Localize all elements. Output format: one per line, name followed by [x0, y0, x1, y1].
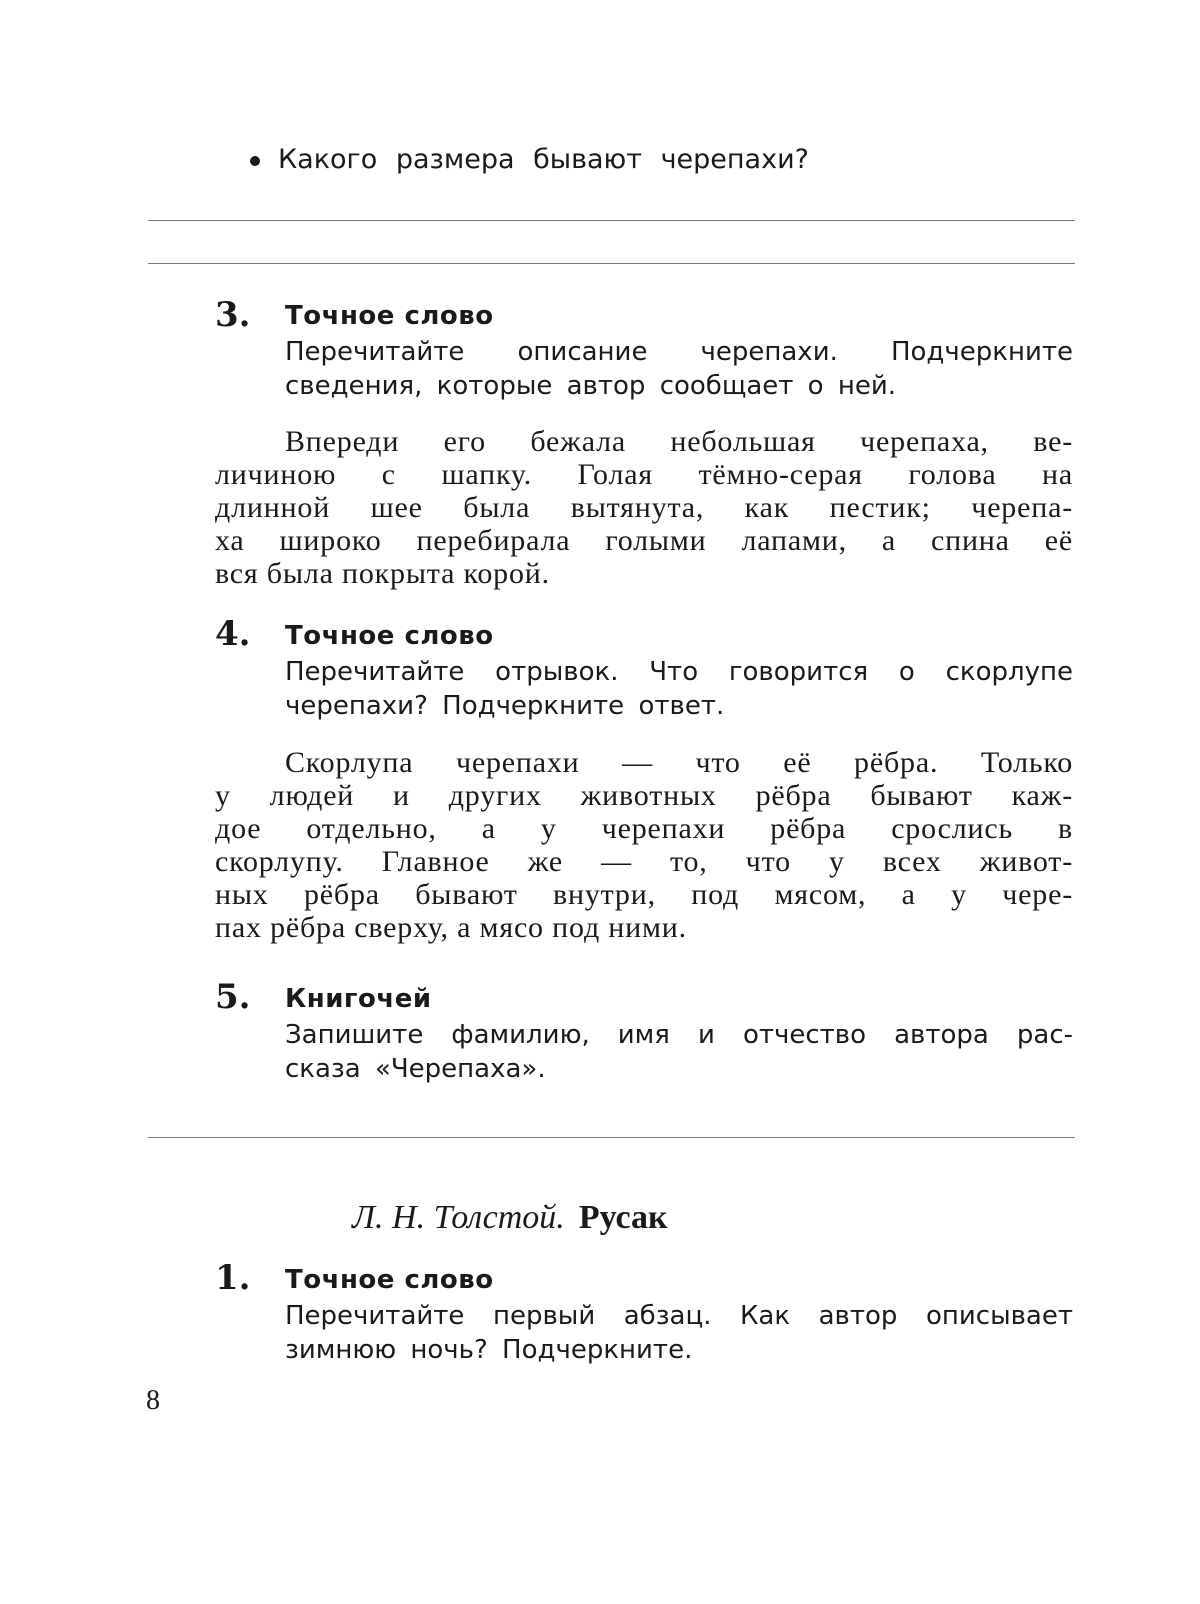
question-text: Какого размера бывают черепахи?	[278, 144, 809, 175]
passage-line: скорлупу. Главное же — то, что у всех живот-	[215, 845, 1073, 878]
bullet-icon	[250, 156, 260, 166]
task-text-line: зимнюю ночь? Подчеркните.	[285, 1335, 693, 1365]
story-author: Л. Н. Толстой.	[352, 1199, 565, 1236]
task-heading: Точное слово	[285, 1265, 494, 1295]
task-text-line: Перечитайте первый абзац. Как автор описывает	[285, 1301, 1073, 1331]
task-5	[285, 981, 1073, 1086]
passage-4	[215, 746, 1073, 944]
task-heading: Книгочей	[285, 984, 432, 1014]
task-text-line: Запишите фамилию, имя и отчество автора рас-	[285, 1020, 1073, 1050]
task-heading: Точное слово	[285, 301, 494, 331]
task-number: 3.	[215, 295, 251, 335]
passage-line: длинной шее была вытянута, как пестик; черепа-	[215, 491, 1073, 524]
passage-line: Скорлупа черепахи — что её рёбра. Только	[285, 746, 1073, 779]
task-number: 4.	[215, 614, 251, 654]
task-number: 5.	[215, 977, 251, 1017]
task-text-line: черепахи? Подчеркните ответ.	[285, 691, 725, 721]
story-name: Русак	[578, 1199, 668, 1236]
passage-line: ха широко перебирала голыми лапами, а спина её	[215, 524, 1073, 557]
bullet-question	[250, 142, 809, 178]
task-3	[285, 298, 1073, 403]
passage-line: личиною с шапку. Голая тёмно-серая голова на	[215, 458, 1073, 491]
task-number: 1.	[215, 1258, 251, 1298]
passage-line: дое отдельно, а у черепахи рёбра срослись в	[215, 812, 1073, 845]
answer-line[interactable]	[148, 220, 1075, 221]
passage-line: вся была покрыта корой.	[215, 557, 550, 590]
answer-line[interactable]	[148, 263, 1075, 264]
passage-line: пах рёбра сверху, а мясо под ними.	[215, 911, 687, 944]
passage-line: ных рёбра бывают внутри, под мясом, а у чере-	[215, 878, 1073, 911]
task-text-line: Перечитайте отрывок. Что говорится о скорлупе	[285, 657, 1073, 687]
passage-line: у людей и других животных рёбра бывают каж-	[215, 779, 1073, 812]
task-text-line: сказа «Черепаха».	[285, 1054, 546, 1084]
story-title	[352, 1198, 668, 1238]
task-text-line: сведения, которые автор сообщает о ней.	[285, 371, 896, 401]
task-heading: Точное слово	[285, 621, 494, 651]
story-task-1	[285, 1262, 1073, 1367]
page-number: 8	[146, 1385, 160, 1416]
task-text-line: Перечитайте описание черепахи. Подчеркните	[285, 337, 1073, 367]
task-4	[285, 618, 1073, 723]
passage-line: Впереди его бежала небольшая черепаха, ве-	[285, 425, 1073, 458]
passage-3	[215, 425, 1073, 590]
answer-line[interactable]	[148, 1137, 1075, 1138]
